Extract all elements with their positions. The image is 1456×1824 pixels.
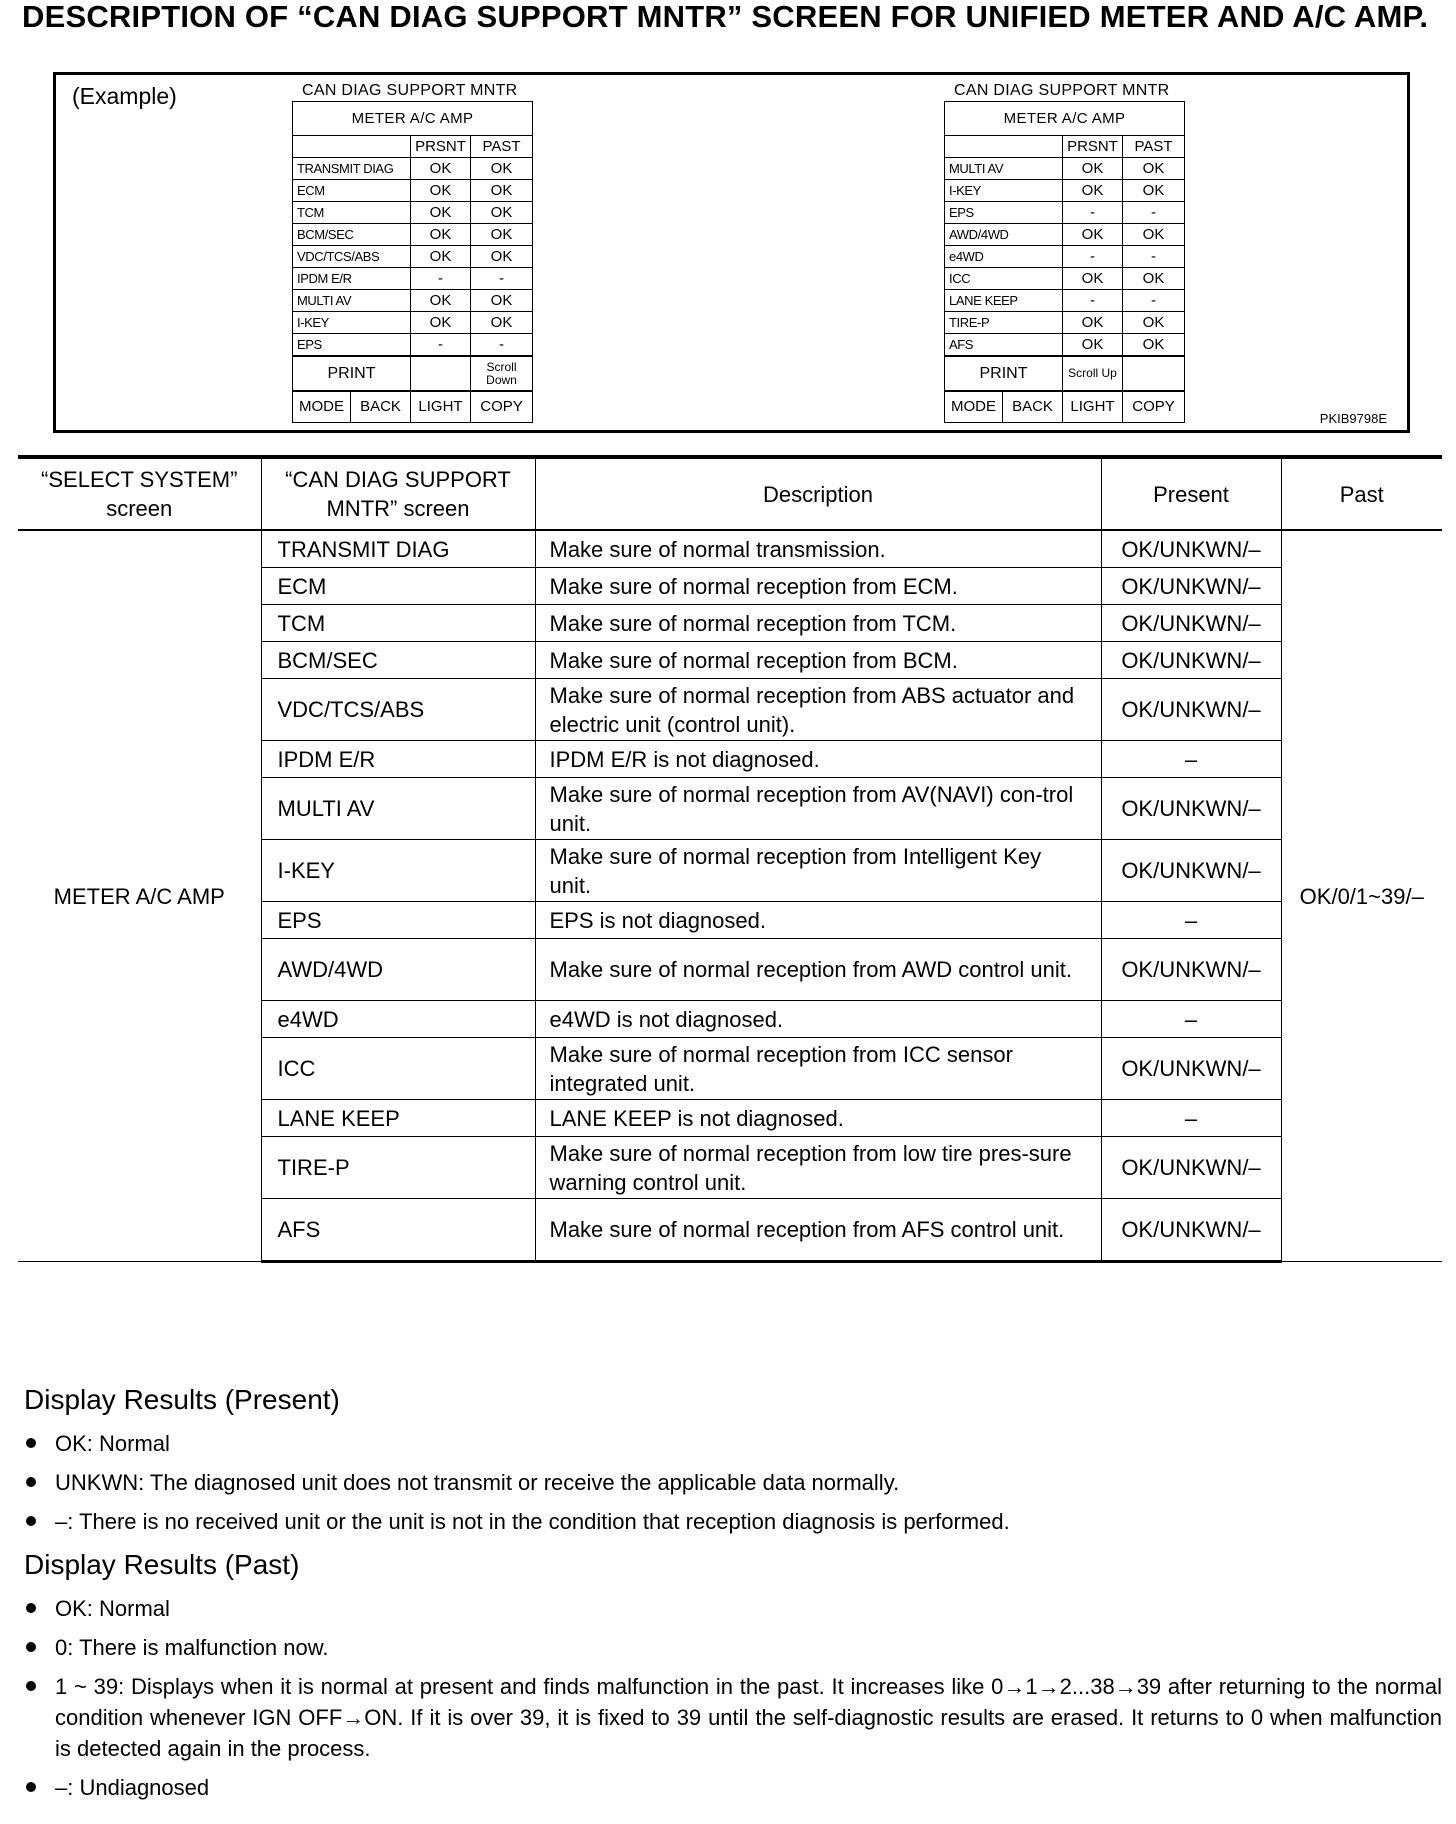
- present-value: OK/UNKWN/–: [1101, 568, 1281, 605]
- present-value: –: [1101, 741, 1281, 778]
- screen-prsnt-value: OK: [1063, 224, 1123, 246]
- scroll-up-button[interactable]: Scroll Up: [1063, 357, 1123, 391]
- item-description: EPS is not diagnosed.: [535, 902, 1101, 939]
- present-value: OK/UNKWN/–: [1101, 679, 1281, 741]
- item-description: Make sure of normal reception from ICC sensor integrated unit.: [535, 1038, 1101, 1100]
- item-description: IPDM E/R is not diagnosed.: [535, 741, 1101, 778]
- list-item: [24, 1467, 1442, 1498]
- list-item-text: 1 ~ 39: Displays when it is normal at present and finds malfunction in the past. It increases like 0→1→2...38→39 after returning to the normal condition whenever IGN OFF→ON. If it is over 39, it is fixed to 39 until the self-diagnostic results are erased. It returns to 0 when malfunction is detected again in the process.: [55, 1674, 1442, 1761]
- present-value: OK/UNKWN/–: [1101, 840, 1281, 902]
- screen-past-value: OK: [1123, 158, 1185, 180]
- screen-past-value: OK: [471, 224, 533, 246]
- figure-code: PKIB9798E: [1319, 411, 1387, 426]
- screen-table: [944, 101, 1185, 356]
- present-value: –: [1101, 1100, 1281, 1137]
- light-button[interactable]: LIGHT: [1063, 392, 1123, 423]
- screen-row: [945, 224, 1185, 246]
- diag-item: VDC/TCS/ABS: [261, 679, 535, 741]
- screen-prsnt-value: OK: [411, 224, 471, 246]
- screen-past-value: OK: [471, 290, 533, 312]
- light-button[interactable]: LIGHT: [411, 392, 471, 423]
- screen-item: LANE KEEP: [945, 290, 1063, 312]
- list-item: [24, 1506, 1442, 1537]
- past-value: OK/0/1~39/–: [1281, 530, 1442, 1262]
- screen-past-value: OK: [1123, 180, 1185, 202]
- bullet-icon: [26, 1516, 36, 1526]
- item-description: Make sure of normal reception from Intelligent Key unit.: [535, 840, 1101, 902]
- screen-row: [293, 334, 533, 356]
- screen-item: AFS: [945, 334, 1063, 356]
- mode-button[interactable]: MODE: [945, 392, 1003, 423]
- copy-button[interactable]: COPY: [1123, 392, 1185, 423]
- list-item: [24, 1632, 1442, 1663]
- blank-cell: [945, 136, 1063, 158]
- header-present: Present: [1101, 457, 1281, 530]
- screen-row: [945, 246, 1185, 268]
- bullet-icon: [26, 1477, 36, 1487]
- item-description: Make sure of normal reception from AWD control unit.: [535, 939, 1101, 1001]
- screen-prsnt-value: OK: [1063, 312, 1123, 334]
- diag-item: EPS: [261, 902, 535, 939]
- header-can-diag: “CAN DIAG SUPPORT MNTR” screen: [261, 457, 535, 530]
- consult-screen-1: [292, 81, 532, 423]
- item-description: LANE KEEP is not diagnosed.: [535, 1100, 1101, 1137]
- diag-item: AWD/4WD: [261, 939, 535, 1001]
- list-item-text: –: There is no received unit or the unit is not in the condition that reception diagnosis is performed.: [55, 1509, 1010, 1534]
- example-label: (Example): [72, 83, 177, 109]
- screen-row: [945, 290, 1185, 312]
- screen-prsnt-value: -: [1063, 290, 1123, 312]
- present-value: –: [1101, 902, 1281, 939]
- col-past: PAST: [471, 136, 533, 158]
- screen-row: [945, 158, 1185, 180]
- item-description: Make sure of normal reception from low tire pres-sure warning control unit.: [535, 1137, 1101, 1199]
- page-title: DESCRIPTION OF “CAN DIAG SUPPORT MNTR” SCREEN FOR UNIFIED METER AND A/C AMP.: [22, 0, 1429, 34]
- diag-item: ICC: [261, 1038, 535, 1100]
- screen-prsnt-value: -: [1063, 246, 1123, 268]
- present-value: OK/UNKWN/–: [1101, 530, 1281, 568]
- bullet-icon: [26, 1642, 36, 1652]
- item-description: Make sure of normal reception from AV(NAVI) con-trol unit.: [535, 778, 1101, 840]
- screen-prsnt-value: OK: [1063, 180, 1123, 202]
- diag-item: LANE KEEP: [261, 1100, 535, 1137]
- scroll-label-1: Scroll: [486, 359, 517, 374]
- screen-item: TRANSMIT DIAG: [293, 158, 411, 180]
- bullet-icon: [26, 1438, 36, 1448]
- screen-header: METER A/C AMP: [293, 102, 533, 136]
- screen-row: [293, 268, 533, 290]
- screen-prsnt-value: OK: [411, 312, 471, 334]
- screen-prsnt-value: -: [411, 268, 471, 290]
- screen-row: [945, 312, 1185, 334]
- screen-prsnt-value: OK: [1063, 268, 1123, 290]
- description-table-wrap: [18, 455, 1442, 1263]
- list-item-text: UNKWN: The diagnosed unit does not transmit or receive the applicable data normally.: [55, 1470, 900, 1495]
- screen-item: VDC/TCS/ABS: [293, 246, 411, 268]
- diag-item: MULTI AV: [261, 778, 535, 840]
- screen-prsnt-value: OK: [411, 246, 471, 268]
- mode-button[interactable]: MODE: [293, 392, 351, 423]
- screen-footer: [292, 356, 533, 391]
- present-value: OK/UNKWN/–: [1101, 605, 1281, 642]
- screen-past-value: -: [1123, 246, 1185, 268]
- list-item: [24, 1772, 1442, 1803]
- screen-item: BCM/SEC: [293, 224, 411, 246]
- screen-past-value: OK: [471, 202, 533, 224]
- screen-row: [293, 290, 533, 312]
- screen-item: MULTI AV: [945, 158, 1063, 180]
- screen-header: METER A/C AMP: [945, 102, 1185, 136]
- past-results-list: [24, 1593, 1442, 1803]
- screen-past-value: OK: [1123, 268, 1185, 290]
- screen-item: AWD/4WD: [945, 224, 1063, 246]
- table-row: [18, 530, 1442, 568]
- screen-past-value: -: [1123, 202, 1185, 224]
- screen-item: e4WD: [945, 246, 1063, 268]
- screen-past-value: OK: [471, 246, 533, 268]
- screen-past-value: -: [471, 334, 533, 356]
- diag-item: IPDM E/R: [261, 741, 535, 778]
- screen-item: ICC: [945, 268, 1063, 290]
- screen-table: [292, 101, 533, 356]
- screen-row: [293, 312, 533, 334]
- screen-item: ECM: [293, 180, 411, 202]
- header-select-system: “SELECT SYSTEM” screen: [18, 457, 261, 530]
- item-description: e4WD is not diagnosed.: [535, 1001, 1101, 1038]
- diag-item: ECM: [261, 568, 535, 605]
- screen-item: MULTI AV: [293, 290, 411, 312]
- screen-prsnt-value: -: [411, 334, 471, 356]
- present-value: OK/UNKWN/–: [1101, 1199, 1281, 1262]
- screen-prsnt-value: -: [1063, 202, 1123, 224]
- screen-item: EPS: [293, 334, 411, 356]
- diag-item: TCM: [261, 605, 535, 642]
- display-results: [24, 1380, 1442, 1811]
- diag-item: I-KEY: [261, 840, 535, 902]
- screen-row: [945, 180, 1185, 202]
- screen-buttons: [944, 391, 1185, 423]
- list-item-text: OK: Normal: [55, 1431, 170, 1456]
- blank-cell: [1123, 357, 1185, 391]
- col-past: PAST: [1123, 136, 1185, 158]
- item-description: Make sure of normal transmission.: [535, 530, 1101, 568]
- present-value: OK/UNKWN/–: [1101, 642, 1281, 679]
- screen-row: [293, 224, 533, 246]
- item-description: Make sure of normal reception from ECM.: [535, 568, 1101, 605]
- consult-screen-2: [944, 81, 1184, 423]
- diag-item: TIRE-P: [261, 1137, 535, 1199]
- screen-past-value: OK: [1123, 224, 1185, 246]
- description-table: [18, 455, 1442, 1263]
- back-button[interactable]: BACK: [351, 392, 411, 423]
- diag-item: BCM/SEC: [261, 642, 535, 679]
- screen-item: I-KEY: [945, 180, 1063, 202]
- screen-prsnt-value: OK: [411, 202, 471, 224]
- example-figure: [53, 72, 1410, 433]
- screen-past-value: OK: [471, 180, 533, 202]
- screen-item: I-KEY: [293, 312, 411, 334]
- screen-row: [945, 268, 1185, 290]
- list-item: [24, 1593, 1442, 1624]
- diag-item: e4WD: [261, 1001, 535, 1038]
- screen-past-value: OK: [1123, 334, 1185, 356]
- list-item-text: –: Undiagnosed: [55, 1775, 210, 1800]
- back-button[interactable]: BACK: [1003, 392, 1063, 423]
- screen-past-value: -: [471, 268, 533, 290]
- screen-prsnt-value: OK: [1063, 158, 1123, 180]
- diag-item: AFS: [261, 1199, 535, 1262]
- print-button[interactable]: PRINT: [293, 357, 411, 391]
- screen-title: CAN DIAG SUPPORT MNTR: [302, 82, 518, 99]
- system-name: METER A/C AMP: [18, 530, 261, 1262]
- screen-row: [293, 246, 533, 268]
- present-results-list: [24, 1428, 1442, 1537]
- list-item-text: 0: There is malfunction now.: [55, 1635, 329, 1660]
- screen-item: EPS: [945, 202, 1063, 224]
- blank-cell: [293, 136, 411, 158]
- screen-row: [293, 202, 533, 224]
- col-prsnt: PRSNT: [1063, 136, 1123, 158]
- screen-footer: [944, 356, 1185, 391]
- list-item: [24, 1428, 1442, 1459]
- screen-item: TIRE-P: [945, 312, 1063, 334]
- bullet-icon: [26, 1603, 36, 1613]
- item-description: Make sure of normal reception from TCM.: [535, 605, 1101, 642]
- blank-cell: [411, 357, 471, 391]
- present-value: –: [1101, 1001, 1281, 1038]
- item-description: Make sure of normal reception from ABS actuator and electric unit (control unit).: [535, 679, 1101, 741]
- list-item-text: OK: Normal: [55, 1596, 170, 1621]
- scroll-label-2: Down: [486, 372, 517, 387]
- list-item: [24, 1671, 1442, 1764]
- item-description: Make sure of normal reception from AFS control unit.: [535, 1199, 1101, 1262]
- item-description: Make sure of normal reception from BCM.: [535, 642, 1101, 679]
- screen-row: [945, 202, 1185, 224]
- screen-prsnt-value: OK: [411, 290, 471, 312]
- screen-prsnt-value: OK: [411, 158, 471, 180]
- present-value: OK/UNKWN/–: [1101, 939, 1281, 1001]
- screen-title: CAN DIAG SUPPORT MNTR: [954, 82, 1170, 99]
- header-description: Description: [535, 457, 1101, 530]
- screen-item: IPDM E/R: [293, 268, 411, 290]
- print-button[interactable]: PRINT: [945, 357, 1063, 391]
- screen-item: TCM: [293, 202, 411, 224]
- header-past: Past: [1281, 457, 1442, 530]
- screen-past-value: -: [1123, 290, 1185, 312]
- scroll-down-button[interactable]: [471, 357, 533, 391]
- present-value: OK/UNKWN/–: [1101, 778, 1281, 840]
- screen-row: [293, 180, 533, 202]
- present-value: OK/UNKWN/–: [1101, 1038, 1281, 1100]
- present-value: OK/UNKWN/–: [1101, 1137, 1281, 1199]
- diag-item: TRANSMIT DIAG: [261, 530, 535, 568]
- col-prsnt: PRSNT: [411, 136, 471, 158]
- copy-button[interactable]: COPY: [471, 392, 533, 423]
- screen-past-value: OK: [471, 158, 533, 180]
- past-results-title: Display Results (Past): [24, 1549, 300, 1580]
- screen-prsnt-value: OK: [1063, 334, 1123, 356]
- screen-past-value: OK: [471, 312, 533, 334]
- bullet-icon: [26, 1681, 36, 1691]
- screen-row: [945, 334, 1185, 356]
- screen-buttons: [292, 391, 533, 423]
- present-results-title: Display Results (Present): [24, 1384, 340, 1415]
- screen-row: [293, 158, 533, 180]
- bullet-icon: [26, 1782, 36, 1792]
- screen-prsnt-value: OK: [411, 180, 471, 202]
- screen-past-value: OK: [1123, 312, 1185, 334]
